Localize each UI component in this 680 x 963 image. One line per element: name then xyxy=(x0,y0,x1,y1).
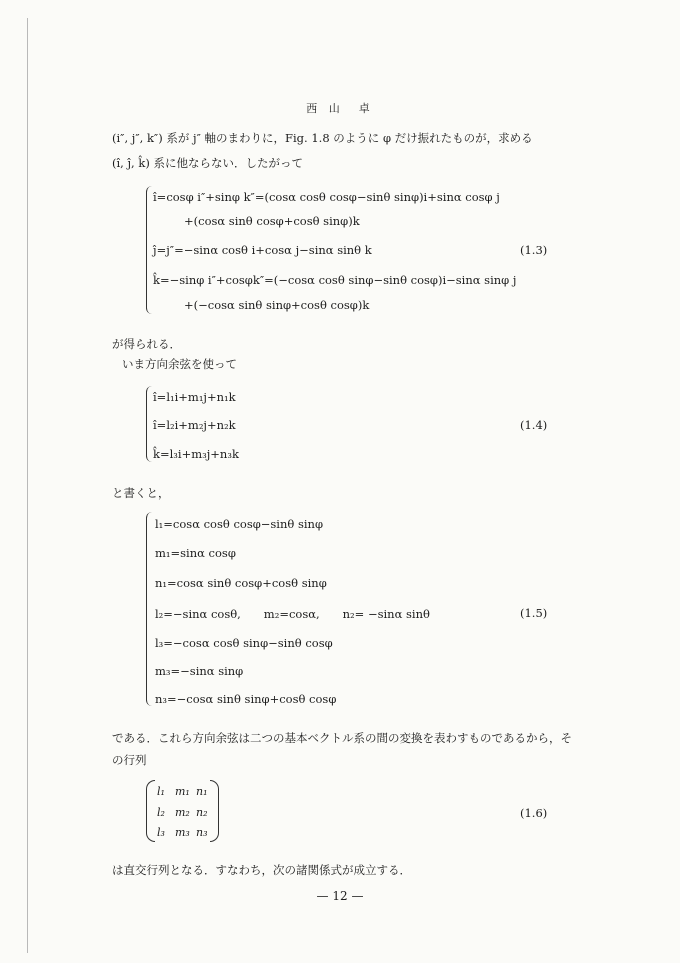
text-after-eq16: は直交行列となる．すなわち，次の諸関係式が成立する． xyxy=(112,863,411,877)
eq14-number: (1.4) xyxy=(520,418,548,432)
eq15-line-7: n₃=−cosα sinθ sinφ+cosθ cosφ xyxy=(155,692,337,706)
page-number: — 12 — xyxy=(316,889,364,903)
eq15-number: (1.5) xyxy=(520,606,548,620)
eq15-line-2: m₁=sinα cosφ xyxy=(155,546,236,560)
eq14-line-3: k̂=l₃i+m₃j+n₃k xyxy=(153,447,239,461)
running-header: 西 山 卓 xyxy=(306,102,374,115)
matrix-cell: m₂ xyxy=(175,806,190,819)
text-after-eq14: と書くと， xyxy=(112,486,170,500)
matrix-cell: l₃ xyxy=(157,826,165,839)
matrix-cell: n₃ xyxy=(196,826,208,839)
eq14-brace xyxy=(146,386,153,462)
eq15-line-6: m₃=−sinα sinφ xyxy=(155,664,244,678)
text-after-eq13: が得られる． xyxy=(112,337,181,351)
matrix-cell: n₂ xyxy=(196,806,208,819)
matrix-cell: l₁ xyxy=(157,785,165,798)
eq15-brace xyxy=(146,512,153,706)
eq15-line-4: l₂=−sinα cosθ, m₂=cosα, n₂= −sinα sinθ xyxy=(155,607,430,621)
intro-line-1: (i″, j″, k″) 系が j″ 軸のまわりに，Fig. 1.8 のように φ だけ振れたものが，求める xyxy=(112,131,533,145)
eq13-number: (1.3) xyxy=(520,243,548,257)
text-before-eq14: いま方向余弦を使って xyxy=(122,357,237,371)
eq16-right-paren xyxy=(210,780,219,842)
eq16-number: (1.6) xyxy=(520,806,548,820)
eq15-line-5: l₃=−cosα cosθ sinφ−sinθ cosφ xyxy=(155,636,333,650)
matrix-cell: n₁ xyxy=(196,785,208,798)
eq14-line-1: î=l₁i+m₁j+n₁k xyxy=(153,390,236,404)
matrix-cell: m₃ xyxy=(175,826,190,839)
eq13-line-2: +(cosα sinθ cosφ+cosθ sinφ)k xyxy=(184,214,360,228)
page-margin-line xyxy=(27,18,28,953)
eq13-line-4: k̂=−sinφ i″+cosφk″=(−cosα cosθ sinφ−sinθ cosφ)i−sinα sinφ j xyxy=(153,273,517,287)
para-after-eq15-line-1: である．これら方向余弦は二つの基本ベクトル系の間の変換を表わすものであるから，そ xyxy=(112,731,572,745)
eq13-brace xyxy=(146,186,153,314)
eq13-line-1: î=cosφ i″+sinφ k″=(cosα cosθ cosφ−sinθ sinφ)i+sinα cosφ j xyxy=(153,190,500,204)
eq16-left-paren xyxy=(146,780,155,842)
para-after-eq15-line-2: の行列 xyxy=(112,753,147,767)
eq15-line-3: n₁=cosα sinθ cosφ+cosθ sinφ xyxy=(155,576,327,590)
eq13-line-3: ĵ=j″=−sinα cosθ i+cosα j−sinα sinθ k xyxy=(153,243,372,257)
eq15-line-1: l₁=cosα cosθ cosφ−sinθ sinφ xyxy=(155,517,324,531)
eq14-line-2: î=l₂i+m₂j+n₂k xyxy=(153,418,236,432)
matrix-cell: l₂ xyxy=(157,806,165,819)
matrix-cell: m₁ xyxy=(175,785,190,798)
intro-line-2: (î, ĵ, k̂) 系に他ならない．したがって xyxy=(112,156,303,170)
eq13-line-5: +(−cosα sinθ sinφ+cosθ cosφ)k xyxy=(184,298,370,312)
